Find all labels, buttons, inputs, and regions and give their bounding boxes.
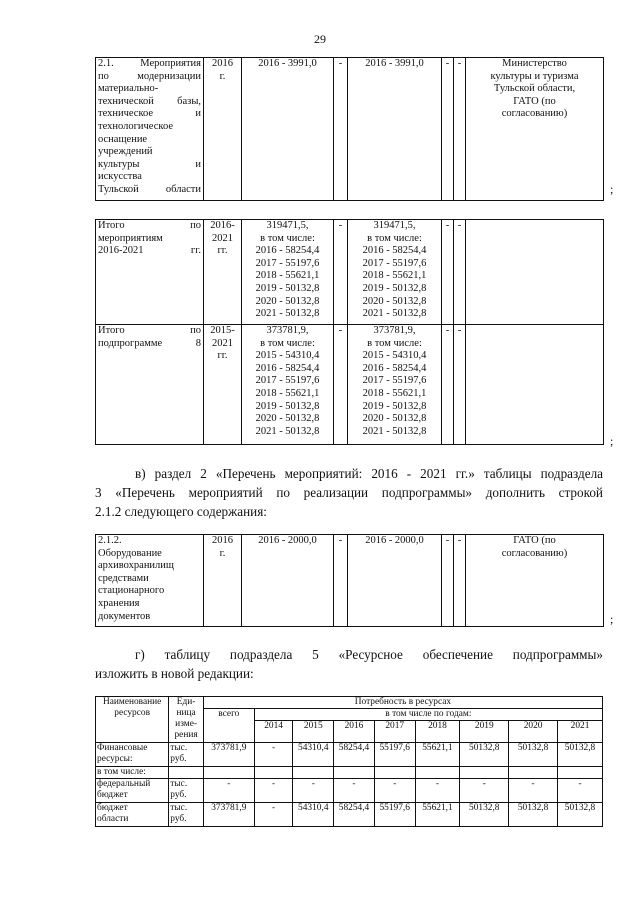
text-line: 2015 - 54310,4 — [255, 350, 320, 362]
res-year: 2018 — [415, 721, 460, 743]
paragraph-v-line-1: в) раздел 2 «Перечень мероприятий: 2016 - 2021 гг.» таблицы подраздела — [135, 466, 603, 481]
text-line: материально- — [98, 83, 159, 95]
res-cell: - — [293, 779, 334, 803]
table-row — [96, 767, 603, 779]
res-cell: 55197,6 — [374, 803, 415, 827]
text-line: г. — [219, 547, 226, 559]
text-line: в том числе: — [367, 232, 422, 244]
measure-federal: - — [334, 58, 348, 201]
res-row-name — [96, 779, 169, 803]
text-line: стационарного — [98, 585, 165, 597]
text-line: 2017 - 55197,6 — [255, 257, 320, 269]
text-line: 2.1.2. — [98, 535, 122, 546]
res-cell: - — [254, 743, 293, 767]
text-line: 373781,9, — [266, 325, 309, 336]
subprogram-federal: - — [334, 325, 348, 445]
text-line: тыс. — [170, 779, 188, 789]
text-line: 2015 - 54310,4 — [362, 350, 427, 362]
text-line: технической базы, — [98, 95, 201, 107]
res-year: 2019 — [460, 721, 509, 743]
text-line: согласованию) — [501, 108, 568, 120]
text-line: 2021 — [212, 337, 233, 349]
resources-table — [95, 696, 603, 827]
text-line: гг. — [217, 245, 228, 257]
totals-executor — [466, 220, 604, 325]
page-number: 29 — [314, 32, 326, 46]
res-year: 2014 — [254, 721, 293, 743]
res-head-by-years: в том числе по годам: — [254, 709, 602, 721]
res-cell: - — [460, 779, 509, 803]
text-line: рения — [174, 730, 198, 740]
res-year: 2020 — [509, 721, 558, 743]
text-line: в том числе: — [260, 337, 315, 349]
res-row-name — [96, 803, 169, 827]
res-cell: 54310,4 — [293, 743, 334, 767]
text-line: 373781,9, — [373, 325, 416, 336]
measure-executor — [466, 58, 604, 201]
text-line: ница — [176, 708, 196, 718]
text-line: 2021 - 50132,8 — [255, 425, 320, 437]
text-line: г. — [219, 70, 226, 82]
text-line: 2016 — [212, 535, 233, 546]
text-line: мероприятиям — [98, 232, 163, 244]
text-line: 2020 - 50132,8 — [255, 413, 320, 425]
text-line: 2021 - 50132,8 — [255, 308, 320, 320]
text-line: технологическое — [98, 120, 173, 132]
text-line: 2016-2021 гг. — [98, 245, 201, 257]
paragraph-v-line-2: 3 «Перечень мероприятий по реализации подпрограммы» дополнить строкой — [95, 485, 603, 500]
res-cell — [558, 767, 603, 779]
text-line: Итого по — [98, 220, 201, 231]
table-measure-2-1-2 — [95, 534, 604, 627]
res-cell: 50132,8 — [509, 803, 558, 827]
text-line: бюджет — [97, 790, 128, 800]
text-line: хранения — [98, 597, 140, 609]
text-line: ресурсов — [114, 708, 151, 718]
new-measure-years — [204, 535, 242, 627]
totals-federal: - — [334, 220, 348, 325]
new-measure-total: 2016 - 2000,0 — [242, 535, 334, 627]
res-cell: - — [203, 779, 254, 803]
res-cell: 50132,8 — [558, 743, 603, 767]
new-measure-federal: - — [334, 535, 348, 627]
text-line: Наименование — [102, 697, 162, 707]
res-head-unit — [169, 697, 204, 743]
res-cell — [293, 767, 334, 779]
text-line: 2021 - 50132,8 — [362, 425, 427, 437]
text-line: 2019 - 50132,8 — [255, 282, 320, 294]
new-measure-executor — [466, 535, 604, 627]
res-row-unit — [169, 803, 204, 827]
paragraph-v — [95, 464, 603, 521]
res-cell: 55621,1 — [415, 743, 460, 767]
text-line: Тульской области — [98, 183, 201, 195]
totals-regional — [348, 220, 442, 325]
text-line: 2021 - 50132,8 — [362, 308, 427, 320]
text-line: Итого по — [98, 325, 201, 336]
res-cell — [254, 767, 293, 779]
res-cell: 373781,9 — [203, 743, 254, 767]
res-cell — [509, 767, 558, 779]
text-line: области — [97, 814, 129, 824]
text-line: 2016 - 58254,4 — [362, 245, 427, 257]
res-cell: - — [254, 779, 293, 803]
subprogram-years — [204, 325, 242, 445]
subprogram-municipal: - — [442, 325, 454, 445]
res-cell: 58254,4 — [334, 743, 375, 767]
res-head-name — [96, 697, 169, 743]
table-row — [96, 779, 603, 803]
new-measure-other: - — [454, 535, 466, 627]
table-totals — [95, 219, 604, 445]
text-line: средствами — [98, 572, 149, 584]
paragraph-g-line-1: г) таблицу подраздела 5 «Ресурсное обеспечение подпрограммы» — [135, 647, 603, 662]
res-year: 2021 — [558, 721, 603, 743]
res-cell — [334, 767, 375, 779]
text-line: 2015- — [210, 325, 235, 336]
res-cell — [374, 767, 415, 779]
text-line: 2016 — [212, 58, 233, 69]
res-row-name — [96, 767, 169, 779]
text-line: Министерство — [502, 58, 567, 69]
text-line: тыс. — [170, 743, 188, 753]
text-line: руб. — [170, 814, 187, 824]
text-line: 2017 - 55197,6 — [255, 375, 320, 387]
semicolon-1: ; — [610, 182, 614, 196]
paragraph-g — [95, 645, 603, 683]
res-cell: 58254,4 — [334, 803, 375, 827]
res-cell: - — [334, 779, 375, 803]
totals-title — [96, 220, 204, 325]
measure-title — [96, 58, 204, 201]
text-line: Оборудование — [98, 547, 162, 559]
text-line: 2.1. Мероприятия — [98, 58, 201, 69]
res-cell — [460, 767, 509, 779]
new-measure-municipal: - — [442, 535, 454, 627]
res-cell: 50132,8 — [460, 743, 509, 767]
text-line: ГАТО (по — [513, 95, 556, 107]
text-line: руб. — [170, 790, 187, 800]
text-line: изме- — [175, 719, 197, 729]
res-row-name — [96, 743, 169, 767]
res-cell: - — [254, 803, 293, 827]
subprogram-regional — [348, 325, 442, 445]
res-year: 2016 — [334, 721, 375, 743]
res-cell: 55197,6 — [374, 743, 415, 767]
semicolon-2: ; — [610, 434, 614, 448]
text-line: 2021 — [212, 232, 233, 244]
text-line: культуры и — [98, 158, 201, 170]
measure-total: 2016 - 3991,0 — [242, 58, 334, 201]
measure-regional: 2016 - 3991,0 — [348, 58, 442, 201]
text-line: 2018 - 55621,1 — [362, 387, 427, 399]
res-row-unit — [169, 767, 204, 779]
text-line: ГАТО (по — [513, 535, 556, 546]
text-line: оснащение — [98, 133, 148, 145]
res-row-unit — [169, 743, 204, 767]
res-cell: - — [415, 779, 460, 803]
text-line: Тульской области, — [493, 83, 576, 95]
table-row — [96, 325, 604, 445]
text-line: искусства — [98, 171, 142, 183]
text-line: 2016- — [210, 220, 235, 231]
res-cell: - — [374, 779, 415, 803]
table-row — [96, 220, 604, 325]
text-line: Финансовые — [97, 743, 148, 753]
subprogram-title — [96, 325, 204, 445]
subprogram-other: - — [454, 325, 466, 445]
text-line: в том числе: — [97, 767, 146, 777]
text-line: культуры и туризма — [490, 70, 579, 82]
text-line: учреждений — [98, 146, 153, 158]
text-line: подпрограмме 8 — [98, 337, 201, 349]
table-row — [96, 803, 603, 827]
res-cell: - — [509, 779, 558, 803]
res-cell: 373781,9 — [203, 803, 254, 827]
text-line: 2016 - 58254,4 — [255, 245, 320, 257]
text-line: ресурсы: — [97, 754, 133, 764]
text-line: федеральный — [97, 779, 151, 789]
new-measure-regional: 2016 - 2000,0 — [348, 535, 442, 627]
text-line: 2019 - 50132,8 — [362, 282, 427, 294]
text-line: документов — [98, 610, 151, 622]
res-head-need: Потребность в ресурсах — [203, 697, 602, 709]
text-line: 2020 - 50132,8 — [362, 295, 427, 307]
measure-years — [204, 58, 242, 201]
measure-other: - — [454, 58, 466, 201]
totals-other: - — [454, 220, 466, 325]
new-measure-title — [96, 535, 204, 627]
text-line: гг. — [217, 350, 228, 362]
text-line: техническое и — [98, 108, 201, 120]
text-line: архивохранилищ — [98, 560, 174, 572]
text-line: 319471,5, — [266, 220, 309, 231]
res-cell — [203, 767, 254, 779]
text-line: 2020 - 50132,8 — [362, 413, 427, 425]
text-line: 2018 - 55621,1 — [255, 387, 320, 399]
text-line: 2017 - 55197,6 — [362, 257, 427, 269]
res-row-unit — [169, 779, 204, 803]
paragraph-g-line-2: изложить в новой редакции: — [95, 666, 254, 681]
text-line: 2017 - 55197,6 — [362, 375, 427, 387]
res-cell: 55621,1 — [415, 803, 460, 827]
totals-total — [242, 220, 334, 325]
paragraph-v-line-3: 2.1.2 следующего содержания: — [95, 504, 267, 519]
res-cell: 50132,8 — [558, 803, 603, 827]
text-line: тыс. — [170, 803, 188, 813]
subprogram-total — [242, 325, 334, 445]
text-line: бюджет — [97, 803, 128, 813]
totals-municipal: - — [442, 220, 454, 325]
text-line: в том числе: — [260, 232, 315, 244]
text-line: руб. — [170, 754, 187, 764]
subprogram-executor — [466, 325, 604, 445]
text-line: 2016 - 58254,4 — [255, 362, 320, 374]
text-line: 2019 - 50132,8 — [362, 400, 427, 412]
totals-years — [204, 220, 242, 325]
res-year: 2017 — [374, 721, 415, 743]
measure-municipal: - — [442, 58, 454, 201]
text-line: согласованию) — [501, 547, 568, 559]
res-cell — [415, 767, 460, 779]
text-line: 2016 - 58254,4 — [362, 362, 427, 374]
semicolon-3: ; — [610, 612, 614, 626]
text-line: 2018 - 55621,1 — [362, 270, 427, 282]
text-line: по модернизации — [98, 70, 201, 82]
res-cell: - — [558, 779, 603, 803]
text-line: 2020 - 50132,8 — [255, 295, 320, 307]
text-line: Еди- — [176, 697, 196, 707]
res-cell: 50132,8 — [460, 803, 509, 827]
table-row — [96, 743, 603, 767]
text-line: 2019 - 50132,8 — [255, 400, 320, 412]
text-line: 2018 - 55621,1 — [255, 270, 320, 282]
res-cell: 50132,8 — [509, 743, 558, 767]
res-cell: 54310,4 — [293, 803, 334, 827]
text-line: 319471,5, — [373, 220, 416, 231]
table-measure-2-1 — [95, 57, 604, 201]
res-head-total: всего — [203, 709, 254, 743]
res-year: 2015 — [293, 721, 334, 743]
text-line: в том числе: — [367, 337, 422, 349]
